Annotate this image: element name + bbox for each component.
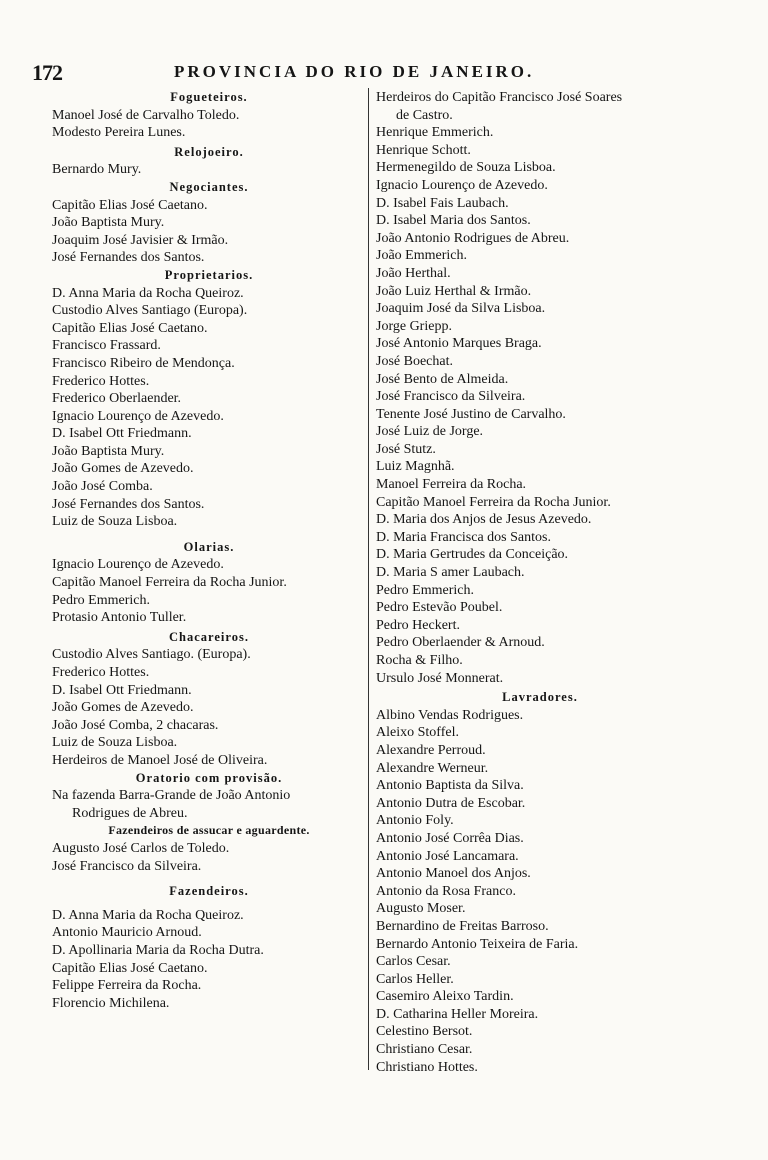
list-item: Bernardo Mury.: [52, 162, 142, 178]
list-item: Frederico Oberlaender.: [52, 391, 182, 407]
list-item: Bernardo Antonio Teixeira de Faria.: [376, 936, 579, 952]
list-item: Pedro Oberlaender & Arnoud.: [376, 635, 545, 651]
list-item: Luiz de Souza Lisboa.: [52, 735, 178, 751]
list-item: Francisco Frassard.: [52, 338, 161, 354]
page-number: 172: [32, 60, 62, 85]
list-item: Henrique Emmerich.: [376, 125, 494, 141]
section-heading: Fazendeiros de assucar e aguardente.: [108, 823, 310, 838]
list-item: Aleixo Stoffel.: [376, 725, 459, 741]
list-item: D. Isabel Ott Friedmann.: [52, 426, 192, 442]
list-item: José Boechat.: [376, 353, 453, 369]
list-item: Antonio Mauricio Arnoud.: [52, 925, 202, 941]
list-item: Custodio Alves Santiago. (Europa).: [52, 647, 251, 663]
list-item: D. Anna Maria da Rocha Queiroz.: [52, 285, 244, 301]
list-item: Herdeiros do Capitão Francisco José Soares: [376, 90, 623, 105]
list-item: Jorge Griepp.: [376, 318, 452, 334]
list-item: José Bento de Almeida.: [376, 371, 509, 387]
list-item: Modesto Pereira Lunes.: [52, 125, 186, 141]
section-proprietarios: [52, 267, 366, 531]
list-item: João Emmerich.: [376, 248, 467, 264]
list-item: D. Maria Gertrudes da Conceição.: [376, 547, 569, 563]
list-item: Antonio Foly.: [376, 813, 454, 829]
section-fazendeiros-assucar: [52, 822, 366, 875]
list-item: Protasio Antonio Tuller.: [52, 610, 187, 626]
section-fogueteiros: [52, 89, 366, 142]
list-item-continuation: de Castro.: [396, 107, 453, 123]
list-item: D. Maria S amer Laubach.: [376, 565, 525, 581]
list-item: Manoel Ferreira da Rocha.: [376, 477, 527, 493]
list-item: João Baptista Mury.: [52, 215, 165, 231]
list-item: Custodio Alves Santiago (Europa).: [52, 303, 248, 319]
list-item: Frederico Hottes.: [52, 373, 150, 389]
section-heading: Oratorio com provisão.: [135, 770, 283, 785]
list-item: José Fernandes dos Santos.: [52, 250, 205, 266]
list-item: João Antonio Rodrigues de Abreu.: [376, 230, 570, 246]
list-item: Carlos Cesar.: [376, 954, 451, 970]
list-item: Casemiro Aleixo Tardin.: [376, 989, 514, 1005]
list-item: José Antonio Marques Braga.: [376, 336, 542, 352]
list-item: Augusto José Carlos de Toledo.: [52, 840, 230, 856]
list-item: D. Maria dos Anjos de Jesus Azevedo.: [376, 512, 592, 528]
list-item: João Gomes de Azevedo.: [52, 461, 194, 477]
list-item: João Baptista Mury.: [52, 443, 165, 459]
list-item: João José Comba, 2 chacaras.: [52, 717, 219, 733]
section-relojoeiro: [52, 144, 366, 179]
section-heading: Lavradores.: [502, 690, 578, 705]
section-olarias: [52, 539, 366, 627]
list-item: Ignacio Lourenço de Azevedo.: [52, 557, 224, 573]
list-item: Pedro Estevão Poubel.: [376, 600, 503, 616]
list-item: João Herthal.: [376, 265, 451, 281]
list-item: Na fazenda Barra-Grande de João Antonio: [52, 788, 291, 804]
section-oratorio: [52, 770, 366, 823]
list-item: Manoel José de Carvalho Toledo.: [52, 107, 240, 123]
list-item: José Francisco da Silveira.: [52, 858, 202, 874]
list-item: D. Isabel Fais Laubach.: [376, 195, 509, 211]
list-item: Antonio Manoel dos Anjos.: [376, 866, 531, 882]
section-heading: Fazendeiros.: [169, 884, 249, 899]
list-item: José Francisco da Silveira.: [376, 389, 526, 405]
running-title: PROVINCIA DO RIO DE JANEIRO.: [174, 62, 535, 81]
list-item: Alexandre Werneur.: [376, 760, 489, 776]
list-item: Luiz de Souza Lisboa.: [52, 514, 178, 530]
section-heading: Chacareiros.: [169, 629, 249, 644]
list-item: Joaquim José Javisier & Irmão.: [52, 232, 229, 248]
list-item: Antonio Dutra de Escobar.: [376, 795, 526, 811]
list-item: Ignacio Lourenço de Azevedo.: [376, 177, 548, 193]
list-item: Bernardino de Freitas Barroso.: [376, 918, 549, 934]
list-item: Antonio da Rosa Franco.: [376, 883, 516, 899]
list-item: Capitão Elias José Caetano.: [52, 320, 208, 336]
list-item: Tenente José Justino de Carvalho.: [376, 406, 566, 422]
list-item: Antonio José Corrêa Dias.: [376, 830, 524, 846]
list-item: João Luiz Herthal & Irmão.: [376, 283, 532, 299]
list-item: Christiano Cesar.: [376, 1042, 473, 1058]
list-item: Capitão Elias José Caetano.: [52, 197, 208, 213]
section-heading: Olarias.: [183, 539, 235, 554]
section-heading: Proprietarios.: [164, 267, 254, 282]
list-item: D. Apollinaria Maria da Rocha Dutra.: [52, 942, 264, 958]
section-lavradores: [376, 689, 704, 1076]
list-item: José Stutz.: [376, 441, 436, 457]
list-item: D. Anna Maria da Rocha Queiroz.: [52, 907, 244, 923]
list-item: Felippe Ferreira da Rocha.: [52, 978, 202, 994]
list-item: Pedro Emmerich.: [52, 592, 150, 608]
list-item: Florencio Michilena.: [52, 995, 170, 1011]
section-proprietarios-continued: [376, 89, 704, 687]
list-item-continuation: Rodrigues de Abreu.: [72, 805, 188, 821]
list-item: Celestino Bersot.: [376, 1024, 473, 1040]
list-item: João Gomes de Azevedo.: [52, 700, 194, 716]
left-column: [52, 89, 366, 1012]
list-item: Frederico Hottes.: [52, 665, 150, 680]
list-item: D. Isabel Maria dos Santos.: [376, 213, 531, 229]
section-chacareiros: [52, 629, 366, 770]
list-item: D. Maria Francisca dos Santos.: [376, 529, 551, 545]
section-heading: Negociantes.: [169, 179, 249, 194]
list-item: Capitão Elias José Caetano.: [52, 960, 208, 976]
list-item: Herdeiros de Manoel José de Oliveira.: [52, 752, 268, 768]
list-item: Ursulo José Monnerat.: [376, 670, 504, 686]
list-item: Capitão Manoel Ferreira da Rocha Junior.: [376, 494, 611, 510]
list-item: Pedro Emmerich.: [376, 582, 474, 598]
list-item: Antonio Baptista da Silva.: [376, 778, 524, 794]
page-header: [32, 60, 722, 86]
list-item: D. Isabel Ott Friedmann.: [52, 682, 192, 698]
section-fazendeiros: [52, 883, 366, 1012]
list-item: Albino Vendas Rodrigues.: [376, 707, 524, 723]
list-item: José Luiz de Jorge.: [376, 424, 484, 440]
list-item: Hermenegildo de Souza Lisboa.: [376, 160, 556, 176]
list-item: Ignacio Lourenço de Azevedo.: [52, 408, 224, 424]
list-item: Augusto Moser.: [376, 901, 466, 917]
list-item: Carlos Heller.: [376, 971, 454, 987]
list-item: Luiz Magnhã.: [376, 459, 455, 475]
list-item: Pedro Heckert.: [376, 617, 460, 633]
right-column: [376, 89, 704, 1076]
list-item: Rocha & Filho.: [376, 653, 463, 668]
list-item: Alexandre Perroud.: [376, 742, 486, 758]
section-heading: Relojoeiro.: [174, 144, 244, 159]
list-item: Christiano Hottes.: [376, 1059, 478, 1075]
section-negociantes: [52, 179, 366, 267]
list-item: Joaquim José da Silva Lisboa.: [376, 301, 546, 317]
list-item: Capitão Manoel Ferreira da Rocha Junior.: [52, 575, 287, 591]
list-item: Antonio José Lancamara.: [376, 848, 519, 864]
list-item: Henrique Schott.: [376, 142, 471, 158]
section-heading: Fogueteiros.: [170, 90, 248, 104]
list-item: Francisco Ribeiro de Mendonça.: [52, 355, 235, 371]
column-divider: [368, 88, 369, 1070]
list-item: José Fernandes dos Santos.: [52, 496, 205, 512]
list-item: João José Comba.: [52, 479, 153, 495]
list-item: D. Catharina Heller Moreira.: [376, 1006, 539, 1022]
